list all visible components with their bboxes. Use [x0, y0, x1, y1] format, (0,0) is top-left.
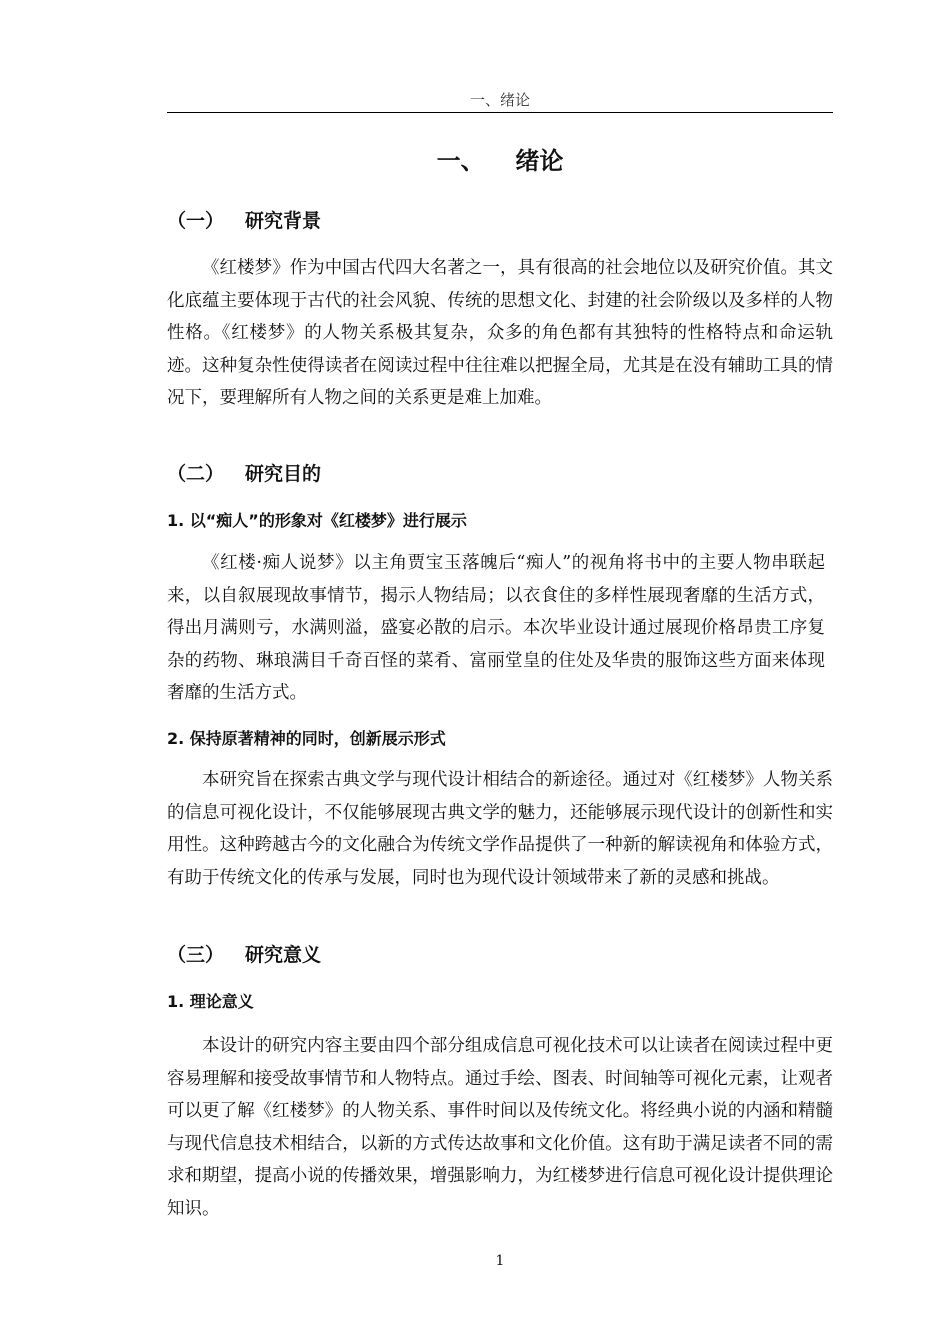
- chapter-number: 一、: [436, 147, 485, 175]
- chapter-title: [167, 145, 833, 177]
- section-title: 研究意义: [245, 944, 322, 966]
- section-heading-background: [167, 207, 321, 235]
- page-number: 1: [495, 1253, 505, 1269]
- subsection-heading-theory: 1. 理论意义: [167, 992, 254, 1011]
- paragraph-purpose-2: 本研究旨在探索古典文学与现代设计相结合的新途径。通过对《红楼梦》人物关系的信息可视化设计，不仅能够展现古典文学的魅力，还能够展示现代设计的创新性和实用性。这种跨越古今的文化融合为传统文学作品提供了一种新的解读视角和体验方式，有助于传统文化的传承与发展，同时也为现代设计领域带来了新的灵感和挑战。: [167, 770, 833, 888]
- paragraph-significance: 本设计的研究内容主要由四个部分组成信息可视化技术可以让读者在阅读过程中更容易理解和接受故事情节和人物特点。通过手绘、图表、时间轴等可视化元素，让观者可以更了解《红楼梦》的人物关系、事件时间以及传统文化。将经典小说的内涵和精髓与现代信息技术相结合，以新的方式传达故事和文化价值。这有助于满足读者不同的需求和期望，提高小说的传播效果，增强影响力，为红楼梦进行信息可视化设计提供理论知识。: [167, 1036, 833, 1219]
- section-number: （三）: [167, 944, 225, 966]
- section-title: 研究目的: [245, 463, 322, 485]
- paragraph-purpose-1: 《红楼·痴人说梦》以主角贾宝玉落魄后“痴人”的视角将书中的主要人物串联起来，以自叙展现故事情节，揭示人物结局；以衣食住的多样性展现奢靡的生活方式，得出月满则亏，水满则溢，盛宴必散的启示。本次毕业设计通过展现价格昂贵工序复杂的药物、琳琅满目千奇百怪的菜肴、富丽堂皇的住处及华贵的服饰这些方面来体现奢靡的生活方式。: [167, 553, 825, 704]
- subsection-heading-innovation: 2. 保持原著精神的同时，创新展示形式: [167, 729, 446, 748]
- chapter-title-text: 绪论: [515, 147, 564, 175]
- running-header: 一、绪论: [469, 91, 530, 109]
- section-title: 研究背景: [245, 210, 322, 232]
- section-heading-significance: [167, 941, 321, 969]
- section-number: （一）: [167, 210, 225, 232]
- subsection-heading-image: 1. 以“痴人”的形象对《红楼梦》进行展示: [167, 511, 467, 530]
- header-divider: [167, 112, 833, 113]
- paragraph-background: 《红楼梦》作为中国古代四大名著之一，具有很高的社会地位以及研究价值。其文化底蕴主要体现于古代的社会风貌、传统的思想文化、封建的社会阶级以及多样的人物性格。《红楼梦》的人物关系极其复杂，众多的角色都有其独特的性格特点和命运轨迹。这种复杂性使得读者在阅读过程中往往难以把握全局，尤其是在没有辅助工具的情况下，要理解所有人物之间的关系更是难上加难。: [167, 258, 833, 409]
- section-heading-purpose: [167, 460, 321, 488]
- section-number: （二）: [167, 463, 225, 485]
